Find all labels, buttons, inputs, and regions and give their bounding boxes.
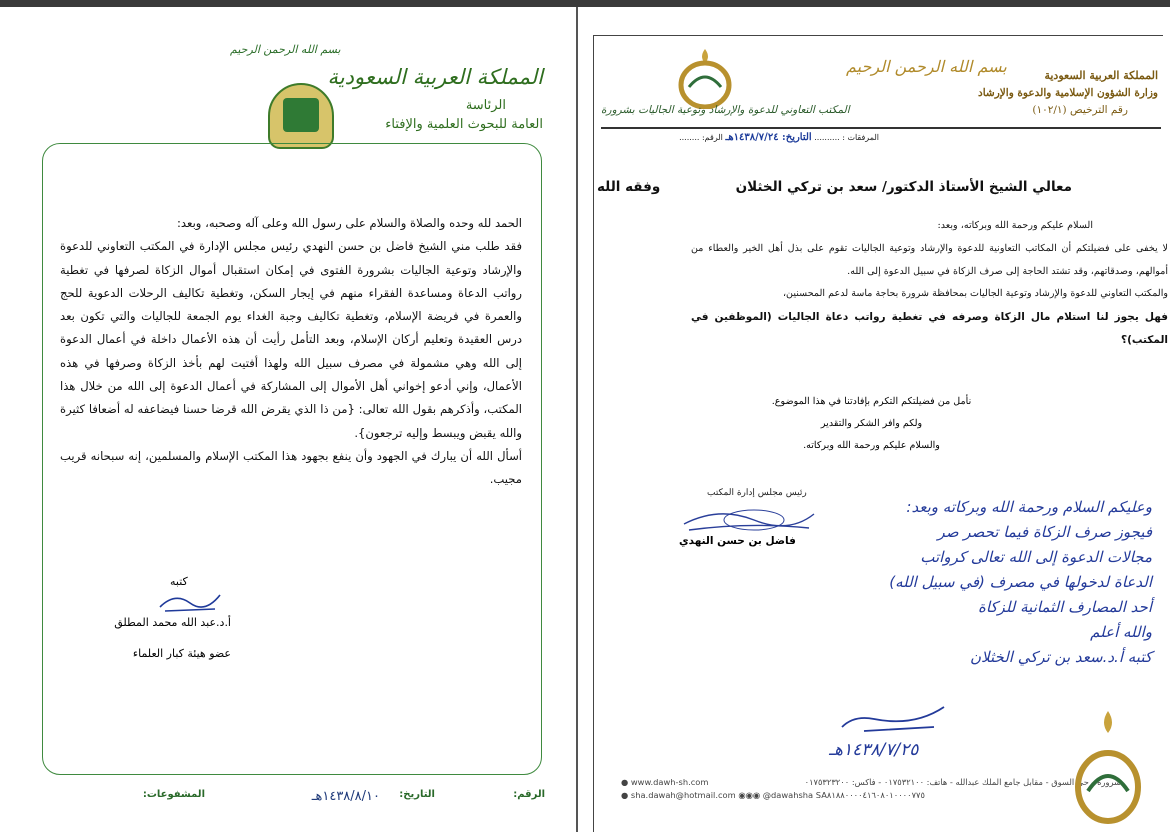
footer-accounts: SA٨١٨٨٠٠٠٠٤١٦٠٨٠١٠٠٠٠٧٧٥ [815,790,925,800]
body-paragraph-1: لا يخفى على فضيلتكم أن المكاتب التعاونية للدعوة والإرشاد وتوعية الجاليات تقوم على بذل أهل الخير والعطاء من أموالهم، وصدقاتهم، وقد تشتد الحاجة إلى صرف الزكاة في سبيل الدعوة إلى الله. [691,242,1168,277]
sender-signature-icon [679,502,819,536]
right-org-line3: رقم الترخيص (١٠٢/١) [1032,104,1128,116]
fatwa-line-5: أحد المصارف الثمانية للزكاة [977,598,1152,616]
left-signer-role: عضو هيئة كبار العلماء [132,647,231,660]
left-letter-body [60,212,522,492]
refs-attachments: المرفقات : .......... [814,133,879,142]
right-org-line2: وزارة الشؤون الإسلامية والدعوة والإرشاد [978,87,1158,99]
fatwa-line-3: مجالات الدعوة إلى الله تعالى كرواتب [920,548,1152,566]
footer-address: شرورة - حي السوق - مقابل جامع الملك عبدالله - هاتف: ٠١٧٥٣٢١٠٠ - فاكس: ٠١٧٥٣٢٣٢٠٠ [804,777,1121,787]
fatwa-line-4: الدعاة لدخولها في مصرف (في سبيل الله) [889,573,1152,591]
left-footer-date-value: ١٤٣٨/٨/١٠هـ [311,789,380,804]
closing-line-2: ولكم وافر الشكر والتقدير [820,418,923,429]
closing-block [749,391,994,457]
left-signature-icon [155,587,225,615]
left-footer-date-label: التاريخ: [399,789,435,800]
footer-website: www.dawh-sh.com [630,777,709,787]
office-logo-icon [675,47,735,109]
left-signer-name: أ.د.عبد الله محمد المطلق [114,616,231,629]
addressee-suffix: وفقه الله [597,179,661,195]
sender-title: رئيس مجلس إدارة المكتب [707,488,807,498]
footer-email: sha.dawah@hotmail.com [630,790,736,800]
left-letter-page [0,7,578,832]
left-org-line3: العامة للبحوث العلمية والإفتاء [385,117,543,132]
fatwa-signature-icon [834,697,954,737]
sender-name: فاضل بن حسن النهدي [679,535,796,547]
office-logo-bottom-icon [1072,707,1144,827]
email-icon: ● [621,790,629,800]
presidency-emblem-icon [268,83,334,149]
right-footer [621,777,1121,800]
social-icons: ◉◉◉ [738,790,761,800]
question-text: فهل يجوز لنا استلام مال الزكاة وصرفه في تغطية رواتب دعاة الجاليات (الموظفين في المكتب)؟ [691,311,1168,346]
viewer-top-bar [0,0,1170,7]
refs-number: الرقم: ........ [679,133,723,142]
right-page-border-top [593,35,1163,36]
left-org-line1: المملكة العربية السعودية [327,65,543,89]
closing-line-1: نأمل من فضيلتكم التكرم بإفادتنا في هذا الموضوع. [771,396,972,407]
right-basmala: بسم الله الرحمن الرحيم [846,57,1007,76]
left-paragraph-1: الحمد لله وحده والصلاة والسلام على رسول الله وعلى آله وصحبه، وبعد: [177,216,522,230]
closing-line-3: والسلام عليكم ورحمة الله وبركاته. [803,440,940,451]
fatwa-line-2: فيجوز صرف الزكاة فيما تحصر صر [937,523,1152,541]
globe-icon: ● [621,777,629,787]
addressee-line [597,179,1072,195]
fatwa-line-6: والله أعلم [1090,623,1152,641]
body-paragraph-2: والمكتب التعاوني للدعوة والإرشاد وتوعية الجاليات بمحافظة شرورة بحاجة ماسة لدعم المحسنين، [782,288,1168,300]
header-rule [601,127,1161,129]
handwritten-fatwa [834,495,1152,670]
refs-date: التاريخ: ١٤٣٨/٧/٢٤هـ [725,132,812,143]
reference-line [619,132,879,143]
left-footer-number-label: الرقم: [513,789,545,800]
left-paragraph-3: أسأل الله أن يبارك في الجهود وأن ينفع بجهود هذا المكتب الإسلام والمسلمين، إنه سبحانه قريب مجيب. [60,448,522,487]
right-letter-page [579,7,1170,832]
fatwa-line-7: كتبه أ.د.سعد بن تركي الخثلان [970,648,1152,666]
left-signed-label: كتبه [170,575,188,588]
right-letter-body [691,215,1168,352]
office-name: المكتب التعاوني للدعوة والإرشاد وتوعية الجاليات بشرورة [601,104,850,116]
left-org-line2: الرئاسة [465,98,506,113]
footer-social: @dawahsha [762,790,814,800]
greeting: السلام عليكم ورحمة الله وبركاته، وبعد: [937,220,1093,231]
fatwa-date: ١٤٣٨/٧/٢٥هـ [829,740,919,760]
fatwa-line-1: وعليكم السلام ورحمة الله وبركاته وبعد: [906,498,1152,516]
left-paragraph-2: فقد طلب مني الشيخ فاضل بن حسن النهدي رئيس مجلس الإدارة في المكتب التعاوني للدعوة والإرشاد وتوعية الجاليات بشرورة الفتوى في إمكان استقبال أموال الزكاة لصرفها في تغطية رواتب الدعاة ومساعدة الفقراء منهم في إيجار السكن، وتغطية تكاليف الرحلات الدعوية للحج والعمرة في فريضة الإسلام، وتغطية تكاليف وجبة الغداء يوم الجمعة للجاليات والتي تكون بعد درس العقيدة وتعليم أركان الإسلام، وبعد التأمل رأيت أن هذه الأعمال داخلة في أعمال الدعوة إلى الله وهي مشمولة في مصرف سبيل الله ولهذا أفتيت لهم بأخذ الزكاة وصرفها في هذه الأعمال، وإني أدعو إخواني أهل الأموال إلى المشاركة في أعمال الدعوة إلى الله من خلال هذا المكتب، وأذكرهم بقول الله تعالى: {من ذا الذي يقرض الله قرضا حسنا فيضاعفه له أضعافا كثيرة والله يقبض ويبسط وإليه ترجعون}. [60,239,522,440]
right-page-border-left [593,35,594,832]
left-basmala: بسم الله الرحمن الرحيم [230,43,341,56]
addressee-name: معالي الشيخ الأستاذ الدكتور/ سعد بن تركي الخثلان [735,179,1072,195]
left-footer-attachments-label: المشفوعات: [142,789,205,800]
right-org-line1: المملكة العربية السعودية [1044,69,1158,82]
